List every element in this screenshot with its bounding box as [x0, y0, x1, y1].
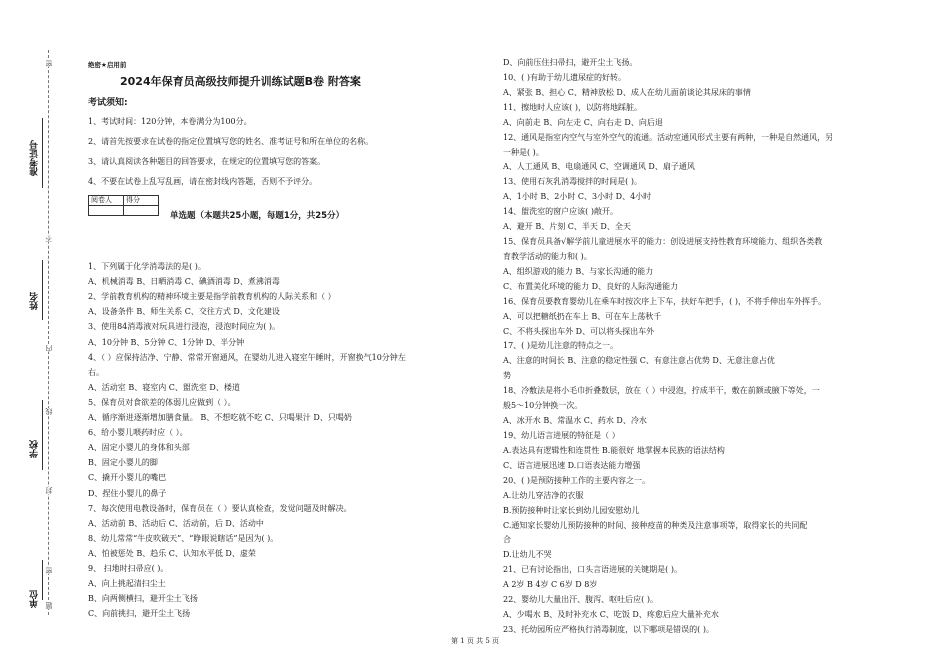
secret-label: 绝密★启用前 [88, 61, 127, 69]
question-line: 20、( )是预防接种工作的主要内容之一。 [503, 475, 650, 485]
section-title: 单选题（本题共25小题，每题1分，共25分） [170, 211, 345, 221]
question-line: A.表达具有逻辑性和连贯性 B.能很好 地掌握本民族的语法结构 [503, 445, 725, 455]
question-line: A、组织游戏的能力 B、与家长沟通的能力 [503, 266, 654, 276]
score-header-score: 得分 [124, 196, 159, 206]
question-line: 育教学活动的能力和( )。 [503, 251, 592, 261]
question-line: 19、幼儿语言进展的特征是（ ） [503, 431, 620, 440]
question-line: A、人工通风 B、电扇通风 C、空调通风 D、扇子通风 [503, 162, 695, 172]
underline-name [42, 260, 43, 320]
question-line: 23、托幼园所应严格执行消毒制度，以下哪项是错误的( )。 [503, 624, 714, 634]
question-line: A、冰开水 B、常温水 C、药水 D、冷水 [503, 416, 647, 426]
question-line: 3、使用84消毒液对玩具进行浸泡，浸泡时间应为( )。 [88, 322, 281, 332]
question-line: 17、( )是幼儿注意的特点之一。 [503, 341, 618, 351]
page-title: 2024年保育员高级技师提升训练试题B卷 附答案 [120, 75, 361, 88]
question-line: B、固定小婴儿的脚 [88, 458, 158, 468]
question-line: 14、盥洗室的窗户应该( )敞开。 [503, 207, 618, 217]
question-line: A、避开 B、片刻 C、半天 D、全天 [503, 222, 631, 232]
label-name: 姓名 [30, 292, 40, 310]
question-line: C、撬开小婴儿的嘴巴 [88, 473, 167, 483]
question-line: 11、擦地时人应该( )，以防将地踩脏。 [503, 102, 642, 112]
question-line: A、怕被惩处 B、趋乐 C、认知水平低 D、虚荣 [88, 548, 256, 558]
question-line: B、向两侧横扫，避开尘土飞扬 [88, 594, 198, 604]
question-line: 1、下列属于化学消毒法的是( )。 [88, 262, 206, 271]
question-line: C、布置美化环境的能力 D、良好的人际沟通能力 [503, 281, 679, 291]
question-line: 般5～10分钟换一次。 [503, 401, 583, 411]
question-line: D、捏住小婴儿的鼻子 [88, 488, 167, 498]
notice-heading: 考试须知: [88, 98, 128, 108]
question-line: 2、学前教育机构的精神环境主要是指学前教育机构的人际关系和（ ） [88, 292, 336, 302]
question-line: 16、保育员要教育婴幼儿在乘车时按次序上下车，扶好车把手，( )，不将手伸出车外挥手。 [503, 296, 826, 306]
underline-exam-id [42, 118, 43, 188]
question-line: 21、已有讨论指出，口头言语进展的关键期是( )。 [503, 565, 682, 575]
question-line: 10、( )有助于幼儿遗尿症的好转。 [503, 72, 626, 82]
question-line: A、紧张 B、担心 C、精神放松 D、成人在幼儿面前谈论其尿床的事情 [503, 87, 751, 97]
notice-item: 2、请首先按要求在试卷的指定位置填写您的姓名、准考证号和所在单位的名称。 [88, 137, 374, 146]
notice-item: 1、考试时间：120分钟，本卷满分为100分。 [88, 117, 252, 126]
question-line: A、可以把糖纸扔在车上 B、可在车上荡秋千 [503, 311, 662, 321]
underline-school [42, 400, 43, 470]
notice-item: 4、不要在试卷上乱写乱画，请在密封线内答题，否则不予评分。 [88, 177, 318, 186]
seal-mark: 题 [45, 602, 53, 609]
question-line: A、注意的时间长 B、注意的稳定性强 C、有意注意占优势 D、无意注意占优 [503, 356, 775, 366]
score-cell-score[interactable] [124, 206, 159, 216]
page-footer: 第 1 页 共 5 页 [450, 637, 500, 645]
question-line: A、向前走 B、向左走 C、向右走 D、向后退 [503, 117, 663, 127]
seal-mark: 不 [45, 235, 53, 242]
score-table [88, 195, 159, 216]
question-line: B.预防接种时让家长到幼儿园安慰幼儿 [503, 505, 640, 515]
binding-margin [0, 0, 60, 671]
question-line: C、不将头探出车外 D、可以将头探出车外 [503, 326, 655, 336]
seal-mark: 线 [45, 408, 53, 415]
seal-line [48, 50, 49, 615]
question-line: 22、婴幼儿大量出汗、腹泻、呕吐后应( )。 [503, 595, 658, 605]
question-line: 一种是( )。 [503, 147, 544, 157]
question-line: 5、保育员对食欲差的体弱儿应做到（ ）。 [88, 397, 236, 407]
label-school: 学校 [30, 440, 40, 458]
question-line: 4、（ ）应保持洁净、宁静、常常开窗通风，在婴幼儿进入寝室午睡时，开窗换气10分钟左 [88, 352, 406, 362]
question-line: D、向前压住扫帚扫，避开尘土飞扬。 [503, 58, 638, 67]
question-line: A、向上挑起清扫尘土 [88, 579, 166, 589]
question-line: A、设备条件 B、师生关系 C、交往方式 D、文化建设 [88, 307, 280, 317]
score-cell-reviewer[interactable] [89, 206, 124, 216]
label-exam-id: 准考证号 [30, 140, 40, 176]
underline-unit [42, 560, 43, 600]
question-line: A.让幼儿穿洁净的衣服 [503, 490, 584, 500]
seal-mark: 密 [45, 567, 53, 574]
question-line: A、少喝水 B、及时补充水 C、吃饭 D、疼愈后应大量补充水 [503, 610, 719, 620]
question-line: 18、冷敷法是将小毛巾折叠数层，放在（ ）中浸泡，拧成半干，敷在前额或腋下等处，一 [503, 386, 820, 396]
question-line: A、1小时 B、2小时 C、3小时 D、4小时 [503, 192, 652, 202]
question-line: 7、每次使用电教设备时，保育员在（ ）要认真检查，发觉问题及时解决。 [88, 503, 352, 513]
question-line: 9、 扫地时扫帚应( )。 [88, 564, 169, 573]
seal-mark: 封 [45, 487, 53, 494]
label-unit: 单位 [30, 590, 40, 608]
question-line: C、向前挑扫，避开尘土飞扬 [88, 609, 191, 619]
question-line: A、机械消毒 B、日晒消毒 C、碘酒消毒 D、煮沸消毒 [88, 277, 280, 287]
question-line: C.通知家长婴幼儿预防接种的时间、接种疫苗的种类及注意事项等，取得家长的共同配 [503, 520, 808, 530]
question-line: A、活动前 B、活动后 C、活动前，后 D、活动中 [88, 518, 264, 528]
question-line: 8、幼儿常常“牛皮吹破天”、“睁眼说瞎话”是因为( )。 [88, 533, 279, 543]
question-line: A、活动室 B、寝室内 C、盥洗室 D、楼道 [88, 382, 240, 392]
question-line: A、循序渐进逐渐增加膳食量。 B、不想吃就不吃 C、只喝果汁 D、只喝奶 [88, 413, 352, 422]
question-line: A、固定小婴儿的身体和头部 [88, 443, 190, 453]
question-line: 势 [503, 371, 511, 381]
question-line: A、10分钟 B、5分钟 C、1分钟 D、半分钟 [88, 337, 245, 347]
question-line: 12、通风是指室内空气与室外空气的流通。活动室通风形式主要有两种，一种是自然通风，另 [503, 132, 834, 142]
question-line: A 2岁 B 4岁 C 6岁 D 8岁 [503, 580, 598, 590]
question-line: 右。 [88, 367, 104, 377]
question-line: 合 [503, 535, 511, 545]
seal-mark: 密 [45, 60, 53, 67]
score-header-reviewer: 阅卷人 [89, 196, 124, 206]
seal-mark: 内 [45, 345, 53, 352]
notice-item: 3、请认真阅读各种题目的回答要求，在规定的位置填写您的答案。 [88, 157, 326, 166]
question-line: 15、保育员具备√解学前儿童进展水平的能力：创设进展支持性教育环境能力、组织各类教 [503, 237, 823, 247]
question-line: C、语言进展迅速 D.口语表达能力增强 [503, 460, 641, 470]
question-line: D.让幼儿不哭 [503, 550, 552, 560]
question-line: 13、使用石灰乳消毒搅拌的时间是( )。 [503, 177, 642, 187]
question-line: 6、给小婴儿喂药时应（ ）。 [88, 428, 188, 438]
